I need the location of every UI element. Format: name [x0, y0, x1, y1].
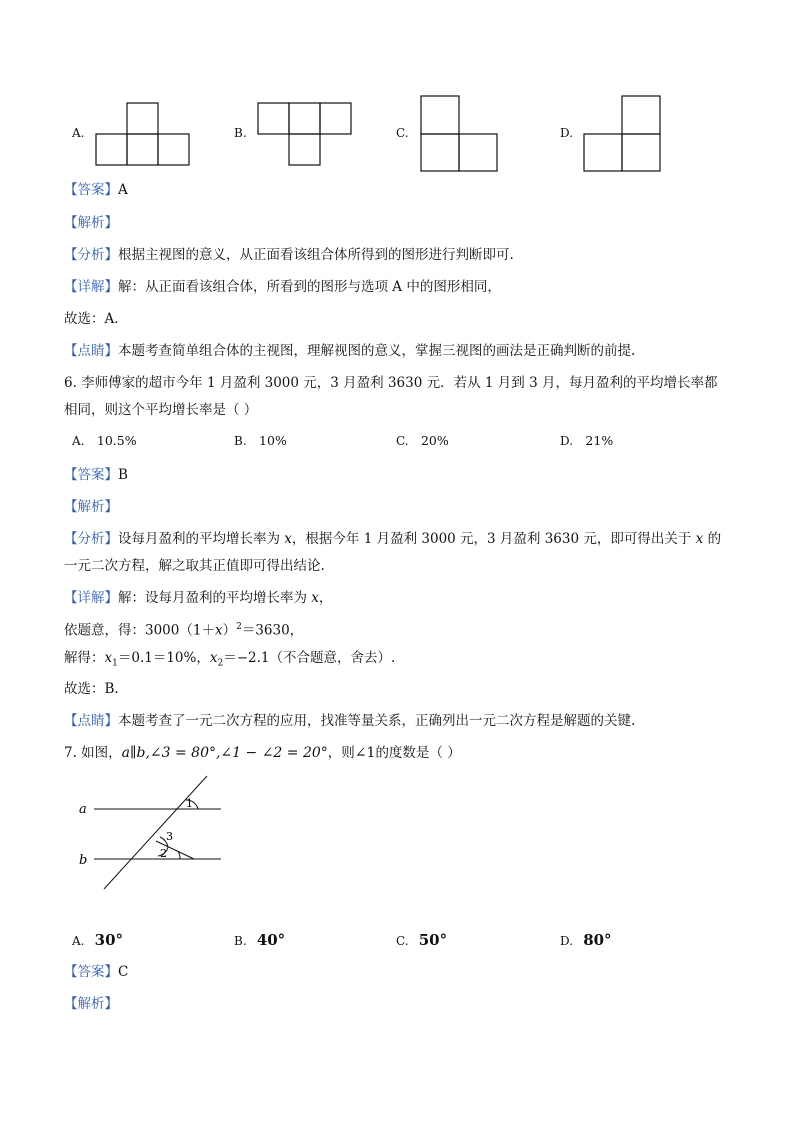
- q5-analysis-heading: 【解析】: [64, 215, 118, 231]
- q6-stem-line1: 6. 李师傅家的超市今年 1 月盈利 3000 元，3 月盈利 3630 元．若从 1 月到 3 月，每月盈利的平均增长率都: [64, 375, 718, 391]
- q5-option-d-label: D.: [560, 126, 574, 140]
- q6-analysis-heading: 【解析】: [64, 499, 118, 515]
- answer-value: A: [118, 182, 128, 198]
- q6-solution: 解得：$x_1=0.1=10\%$，$x_2=-2.1$（不合题意，舍去）.: [64, 650, 396, 669]
- label-b: b: [79, 853, 88, 868]
- q6-stem-line2: 相同，则这个平均增长率是（ ）: [64, 402, 258, 418]
- q6-option-b: B. 10%: [234, 433, 287, 448]
- q6-equation: 依题意，得：$3000(1+x)^2=3630$，: [64, 622, 304, 639]
- q6-option-a: A. 10.5%: [72, 433, 137, 448]
- q6-option-d: D. 21%: [560, 433, 614, 448]
- q7-option-d: D. 80°: [560, 931, 612, 949]
- q5-dianjing: 【点睛】本题考查简单组合体的主视图，理解视图的意义，掌握三视图的画法是正确判断的前提.: [64, 343, 636, 359]
- q5-option-c-label: C.: [396, 126, 409, 140]
- q7-figure: [74, 772, 234, 894]
- q7-option-a: A. 30°: [72, 931, 124, 949]
- q5-option-d-figure: [582, 93, 666, 173]
- q7-stem: 7. 如图，a∥b,∠3 = 80°,∠1 − ∠2 = 20°，则∠1的度数是（ ）: [64, 745, 461, 761]
- q6-fenxi-line2: 一元二次方程，解之取其正值即可得出结论.: [64, 558, 325, 574]
- q5-option-a-figure: [94, 100, 194, 168]
- q6-option-c: C. 20%: [396, 433, 449, 448]
- q6-xiangjie: 【详解】解：设每月盈利的平均增长率为 x，: [64, 590, 333, 606]
- q5-option-c-figure: [418, 93, 502, 173]
- label-angle3: 3: [166, 830, 173, 843]
- q7-answer: 【答案】C: [64, 964, 129, 980]
- q6-dianjing: 【点睛】本题考查了一元二次方程的应用，找准等量关系，正确列出一元二次方程是解题的关键.: [64, 713, 636, 729]
- q5-choose: 故选：A.: [64, 311, 119, 327]
- q5-option-b-figure: [256, 100, 356, 168]
- q6-fenxi-line1: 【分析】设每月盈利的平均增长率为 x，根据今年 1 月盈利 3000 元，3 月盈利 3630 元，即可得出关于 x 的: [64, 531, 722, 547]
- q7-analysis-heading: 【解析】: [64, 996, 118, 1012]
- q7-option-c: C. 50°: [396, 931, 448, 949]
- transversal: [104, 776, 207, 889]
- q6-answer: 【答案】B: [64, 467, 128, 483]
- label-a: a: [79, 802, 87, 817]
- q5-fenxi: 【分析】根据主视图的意义，从正面看该组合体所得到的图形进行判断即可.: [64, 247, 514, 263]
- q5-xiangjie: 【详解】解：从正面看该组合体，所看到的图形与选项 A 中的图形相同，: [64, 279, 501, 295]
- q7-option-b: B. 40°: [234, 931, 286, 949]
- label-angle1: 1: [186, 797, 193, 810]
- q5-answer: [64, 180, 128, 200]
- q5-option-a-label: A.: [72, 126, 85, 140]
- label-angle2: 2: [160, 847, 167, 860]
- answer-tag: 【答案】: [64, 182, 118, 198]
- q6-choose: 故选：B.: [64, 681, 119, 697]
- q5-option-b-label: B.: [234, 126, 247, 140]
